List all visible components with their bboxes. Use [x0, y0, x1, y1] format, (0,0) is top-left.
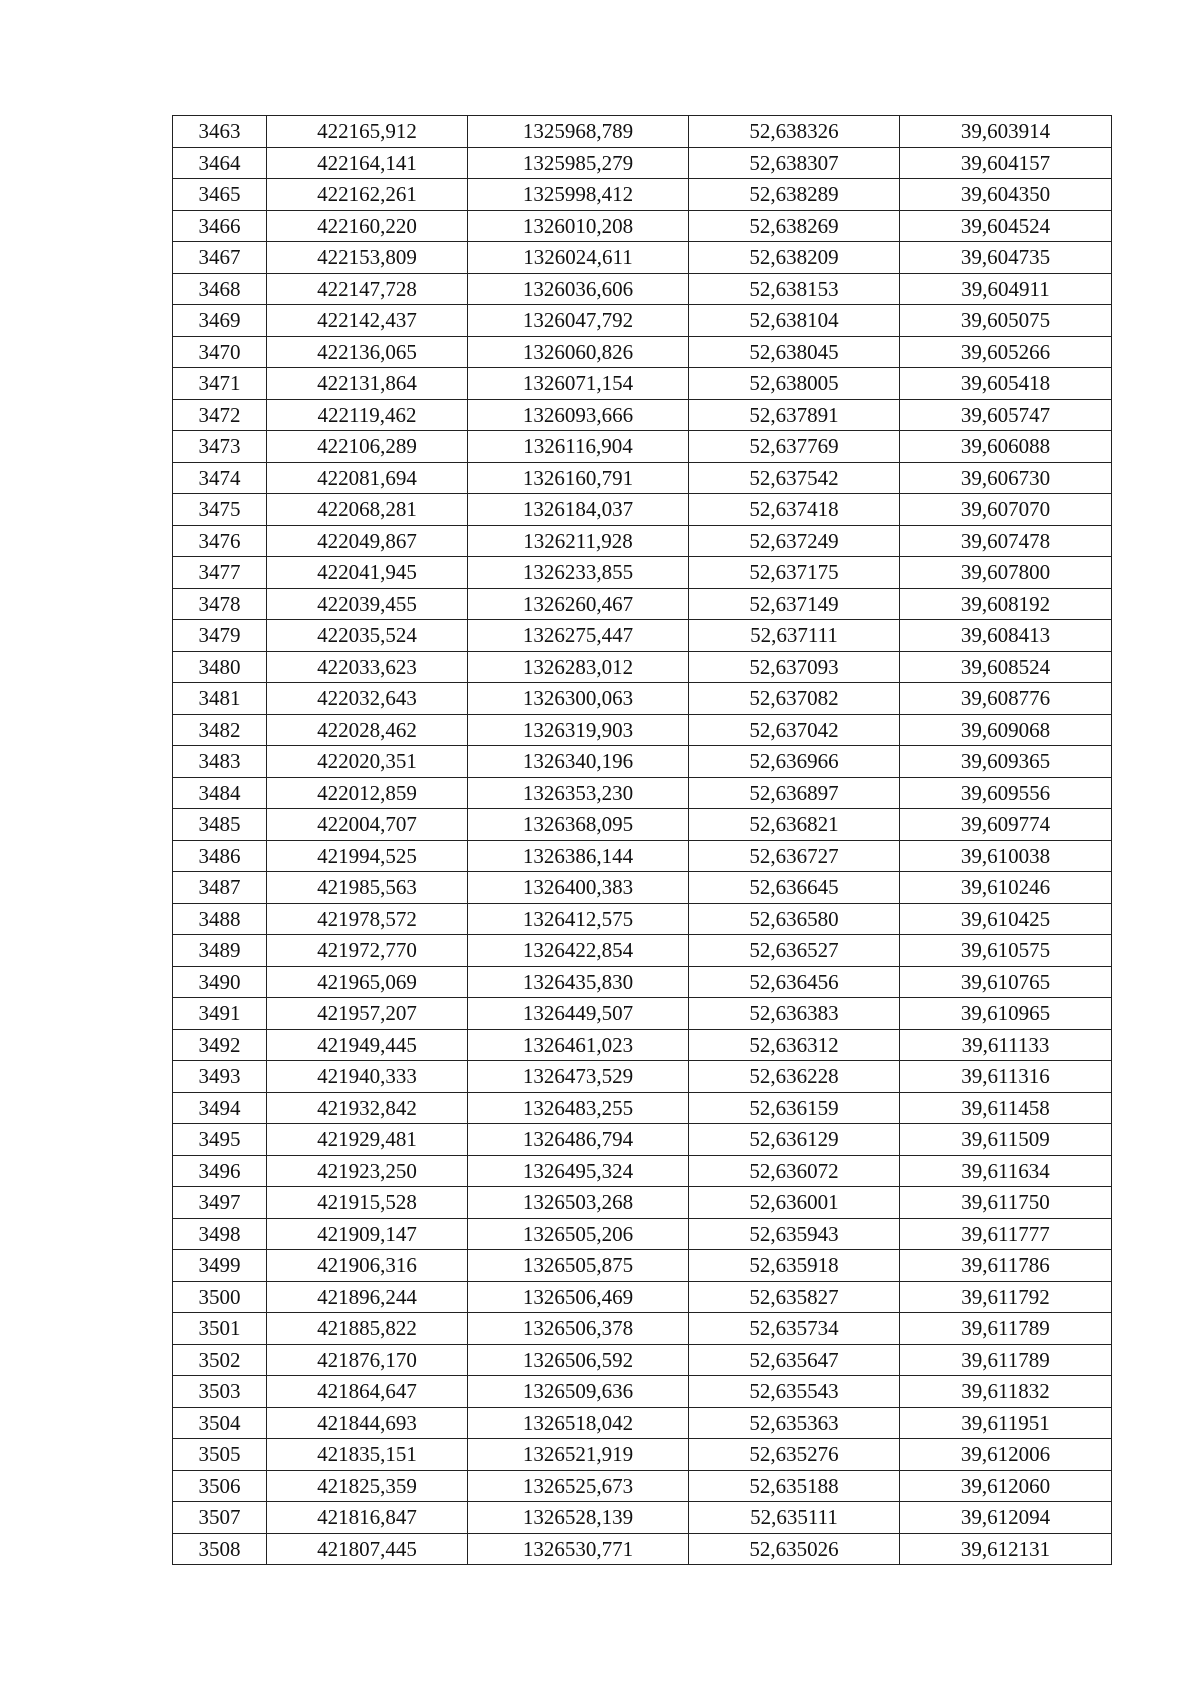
- latitude-cell: 52,638005: [689, 368, 900, 400]
- y-coordinate-cell: 1326047,792: [468, 305, 689, 337]
- point-number-cell: 3498: [173, 1218, 267, 1250]
- x-coordinate-cell: 422033,623: [267, 651, 468, 683]
- point-number-cell: 3485: [173, 809, 267, 841]
- longitude-cell: 39,605266: [900, 336, 1112, 368]
- longitude-cell: 39,603914: [900, 116, 1112, 148]
- y-coordinate-cell: 1326283,012: [468, 651, 689, 683]
- latitude-cell: 52,637249: [689, 525, 900, 557]
- x-coordinate-cell: 422081,694: [267, 462, 468, 494]
- y-coordinate-cell: 1326024,611: [468, 242, 689, 274]
- latitude-cell: 52,638209: [689, 242, 900, 274]
- x-coordinate-cell: 421909,147: [267, 1218, 468, 1250]
- y-coordinate-cell: 1326525,673: [468, 1470, 689, 1502]
- x-coordinate-cell: 421985,563: [267, 872, 468, 904]
- x-coordinate-cell: 421816,847: [267, 1502, 468, 1534]
- coordinates-table-body: [173, 116, 1112, 1565]
- point-number-cell: 3503: [173, 1376, 267, 1408]
- x-coordinate-cell: 421885,822: [267, 1313, 468, 1345]
- x-coordinate-cell: 421844,693: [267, 1407, 468, 1439]
- y-coordinate-cell: 1326486,794: [468, 1124, 689, 1156]
- longitude-cell: 39,604911: [900, 273, 1112, 305]
- table-row: [173, 305, 1112, 337]
- x-coordinate-cell: 421825,359: [267, 1470, 468, 1502]
- point-number-cell: 3471: [173, 368, 267, 400]
- latitude-cell: 52,636966: [689, 746, 900, 778]
- longitude-cell: 39,611634: [900, 1155, 1112, 1187]
- x-coordinate-cell: 421807,445: [267, 1533, 468, 1565]
- longitude-cell: 39,611509: [900, 1124, 1112, 1156]
- longitude-cell: 39,611777: [900, 1218, 1112, 1250]
- x-coordinate-cell: 422165,912: [267, 116, 468, 148]
- latitude-cell: 52,636456: [689, 966, 900, 998]
- latitude-cell: 52,636072: [689, 1155, 900, 1187]
- x-coordinate-cell: 421929,481: [267, 1124, 468, 1156]
- point-number-cell: 3464: [173, 147, 267, 179]
- table-row: [173, 1029, 1112, 1061]
- latitude-cell: 52,637042: [689, 714, 900, 746]
- x-coordinate-cell: 421965,069: [267, 966, 468, 998]
- y-coordinate-cell: 1325998,412: [468, 179, 689, 211]
- longitude-cell: 39,610425: [900, 903, 1112, 935]
- longitude-cell: 39,609556: [900, 777, 1112, 809]
- latitude-cell: 52,637769: [689, 431, 900, 463]
- x-coordinate-cell: 422119,462: [267, 399, 468, 431]
- table-row: [173, 242, 1112, 274]
- point-number-cell: 3476: [173, 525, 267, 557]
- point-number-cell: 3497: [173, 1187, 267, 1219]
- point-number-cell: 3505: [173, 1439, 267, 1471]
- point-number-cell: 3472: [173, 399, 267, 431]
- y-coordinate-cell: 1326422,854: [468, 935, 689, 967]
- longitude-cell: 39,609774: [900, 809, 1112, 841]
- point-number-cell: 3470: [173, 336, 267, 368]
- point-number-cell: 3473: [173, 431, 267, 463]
- coordinates-table: [172, 115, 1112, 1565]
- point-number-cell: 3475: [173, 494, 267, 526]
- y-coordinate-cell: 1326160,791: [468, 462, 689, 494]
- table-row: [173, 651, 1112, 683]
- longitude-cell: 39,611786: [900, 1250, 1112, 1282]
- point-number-cell: 3466: [173, 210, 267, 242]
- latitude-cell: 52,638269: [689, 210, 900, 242]
- latitude-cell: 52,635188: [689, 1470, 900, 1502]
- longitude-cell: 39,605418: [900, 368, 1112, 400]
- table-row: [173, 462, 1112, 494]
- x-coordinate-cell: 421932,842: [267, 1092, 468, 1124]
- table-row: [173, 588, 1112, 620]
- x-coordinate-cell: 421949,445: [267, 1029, 468, 1061]
- point-number-cell: 3506: [173, 1470, 267, 1502]
- point-number-cell: 3463: [173, 116, 267, 148]
- table-row: [173, 840, 1112, 872]
- table-row: [173, 903, 1112, 935]
- point-number-cell: 3499: [173, 1250, 267, 1282]
- y-coordinate-cell: 1326319,903: [468, 714, 689, 746]
- longitude-cell: 39,611316: [900, 1061, 1112, 1093]
- longitude-cell: 39,611792: [900, 1281, 1112, 1313]
- y-coordinate-cell: 1326275,447: [468, 620, 689, 652]
- latitude-cell: 52,636580: [689, 903, 900, 935]
- x-coordinate-cell: 421923,250: [267, 1155, 468, 1187]
- longitude-cell: 39,609068: [900, 714, 1112, 746]
- point-number-cell: 3478: [173, 588, 267, 620]
- table-row: [173, 714, 1112, 746]
- latitude-cell: 52,637542: [689, 462, 900, 494]
- y-coordinate-cell: 1326071,154: [468, 368, 689, 400]
- x-coordinate-cell: 422136,065: [267, 336, 468, 368]
- table-row: [173, 210, 1112, 242]
- point-number-cell: 3469: [173, 305, 267, 337]
- table-row: [173, 399, 1112, 431]
- x-coordinate-cell: 421978,572: [267, 903, 468, 935]
- y-coordinate-cell: 1326300,063: [468, 683, 689, 715]
- table-row: [173, 525, 1112, 557]
- point-number-cell: 3488: [173, 903, 267, 935]
- x-coordinate-cell: 422032,643: [267, 683, 468, 715]
- longitude-cell: 39,612094: [900, 1502, 1112, 1534]
- x-coordinate-cell: 422028,462: [267, 714, 468, 746]
- latitude-cell: 52,637093: [689, 651, 900, 683]
- longitude-cell: 39,610246: [900, 872, 1112, 904]
- table-row: [173, 1407, 1112, 1439]
- point-number-cell: 3482: [173, 714, 267, 746]
- table-row: [173, 179, 1112, 211]
- y-coordinate-cell: 1326353,230: [468, 777, 689, 809]
- y-coordinate-cell: 1326010,208: [468, 210, 689, 242]
- longitude-cell: 39,611133: [900, 1029, 1112, 1061]
- table-row: [173, 147, 1112, 179]
- y-coordinate-cell: 1326435,830: [468, 966, 689, 998]
- longitude-cell: 39,611750: [900, 1187, 1112, 1219]
- latitude-cell: 52,636821: [689, 809, 900, 841]
- point-number-cell: 3493: [173, 1061, 267, 1093]
- table-row: [173, 935, 1112, 967]
- longitude-cell: 39,604524: [900, 210, 1112, 242]
- x-coordinate-cell: 421957,207: [267, 998, 468, 1030]
- table-row: [173, 1470, 1112, 1502]
- y-coordinate-cell: 1326233,855: [468, 557, 689, 589]
- longitude-cell: 39,604735: [900, 242, 1112, 274]
- point-number-cell: 3491: [173, 998, 267, 1030]
- latitude-cell: 52,637175: [689, 557, 900, 589]
- point-number-cell: 3489: [173, 935, 267, 967]
- latitude-cell: 52,638104: [689, 305, 900, 337]
- table-row: [173, 1092, 1112, 1124]
- point-number-cell: 3484: [173, 777, 267, 809]
- y-coordinate-cell: 1326368,095: [468, 809, 689, 841]
- table-row: [173, 557, 1112, 589]
- longitude-cell: 39,604157: [900, 147, 1112, 179]
- y-coordinate-cell: 1326506,469: [468, 1281, 689, 1313]
- y-coordinate-cell: 1326505,875: [468, 1250, 689, 1282]
- latitude-cell: 52,635026: [689, 1533, 900, 1565]
- point-number-cell: 3502: [173, 1344, 267, 1376]
- table-row: [173, 1187, 1112, 1219]
- x-coordinate-cell: 421864,647: [267, 1376, 468, 1408]
- y-coordinate-cell: 1326211,928: [468, 525, 689, 557]
- table-row: [173, 1533, 1112, 1565]
- table-row: [173, 777, 1112, 809]
- latitude-cell: 52,638326: [689, 116, 900, 148]
- x-coordinate-cell: 421906,316: [267, 1250, 468, 1282]
- longitude-cell: 39,608776: [900, 683, 1112, 715]
- x-coordinate-cell: 422012,859: [267, 777, 468, 809]
- point-number-cell: 3465: [173, 179, 267, 211]
- point-number-cell: 3479: [173, 620, 267, 652]
- y-coordinate-cell: 1326473,529: [468, 1061, 689, 1093]
- point-number-cell: 3486: [173, 840, 267, 872]
- y-coordinate-cell: 1326483,255: [468, 1092, 689, 1124]
- latitude-cell: 52,635918: [689, 1250, 900, 1282]
- longitude-cell: 39,612060: [900, 1470, 1112, 1502]
- x-coordinate-cell: 421835,151: [267, 1439, 468, 1471]
- table-row: [173, 431, 1112, 463]
- x-coordinate-cell: 421876,170: [267, 1344, 468, 1376]
- longitude-cell: 39,607070: [900, 494, 1112, 526]
- longitude-cell: 39,610765: [900, 966, 1112, 998]
- y-coordinate-cell: 1326518,042: [468, 1407, 689, 1439]
- x-coordinate-cell: 422035,524: [267, 620, 468, 652]
- x-coordinate-cell: 422142,437: [267, 305, 468, 337]
- point-number-cell: 3487: [173, 872, 267, 904]
- table-row: [173, 620, 1112, 652]
- point-number-cell: 3467: [173, 242, 267, 274]
- y-coordinate-cell: 1326461,023: [468, 1029, 689, 1061]
- x-coordinate-cell: 421896,244: [267, 1281, 468, 1313]
- longitude-cell: 39,605747: [900, 399, 1112, 431]
- y-coordinate-cell: 1326412,575: [468, 903, 689, 935]
- point-number-cell: 3483: [173, 746, 267, 778]
- x-coordinate-cell: 422162,261: [267, 179, 468, 211]
- longitude-cell: 39,611832: [900, 1376, 1112, 1408]
- point-number-cell: 3501: [173, 1313, 267, 1345]
- x-coordinate-cell: 422131,864: [267, 368, 468, 400]
- latitude-cell: 52,636727: [689, 840, 900, 872]
- table-row: [173, 683, 1112, 715]
- point-number-cell: 3481: [173, 683, 267, 715]
- table-row: [173, 1124, 1112, 1156]
- longitude-cell: 39,607800: [900, 557, 1112, 589]
- latitude-cell: 52,635734: [689, 1313, 900, 1345]
- table-row: [173, 1502, 1112, 1534]
- point-number-cell: 3480: [173, 651, 267, 683]
- y-coordinate-cell: 1326260,467: [468, 588, 689, 620]
- longitude-cell: 39,612006: [900, 1439, 1112, 1471]
- longitude-cell: 39,608192: [900, 588, 1112, 620]
- x-coordinate-cell: 422020,351: [267, 746, 468, 778]
- y-coordinate-cell: 1325968,789: [468, 116, 689, 148]
- longitude-cell: 39,612131: [900, 1533, 1112, 1565]
- x-coordinate-cell: 422041,945: [267, 557, 468, 589]
- longitude-cell: 39,611458: [900, 1092, 1112, 1124]
- x-coordinate-cell: 422164,141: [267, 147, 468, 179]
- table-row: [173, 273, 1112, 305]
- point-number-cell: 3477: [173, 557, 267, 589]
- y-coordinate-cell: 1326400,383: [468, 872, 689, 904]
- x-coordinate-cell: 422153,809: [267, 242, 468, 274]
- point-number-cell: 3507: [173, 1502, 267, 1534]
- latitude-cell: 52,636312: [689, 1029, 900, 1061]
- y-coordinate-cell: 1326506,592: [468, 1344, 689, 1376]
- latitude-cell: 52,635543: [689, 1376, 900, 1408]
- x-coordinate-cell: 421972,770: [267, 935, 468, 967]
- y-coordinate-cell: 1326060,826: [468, 336, 689, 368]
- point-number-cell: 3508: [173, 1533, 267, 1565]
- longitude-cell: 39,608413: [900, 620, 1112, 652]
- table-row: [173, 809, 1112, 841]
- latitude-cell: 52,635111: [689, 1502, 900, 1534]
- x-coordinate-cell: 421940,333: [267, 1061, 468, 1093]
- latitude-cell: 52,636159: [689, 1092, 900, 1124]
- latitude-cell: 52,638045: [689, 336, 900, 368]
- point-number-cell: 3500: [173, 1281, 267, 1313]
- y-coordinate-cell: 1326503,268: [468, 1187, 689, 1219]
- latitude-cell: 52,636228: [689, 1061, 900, 1093]
- x-coordinate-cell: 422106,289: [267, 431, 468, 463]
- longitude-cell: 39,604350: [900, 179, 1112, 211]
- longitude-cell: 39,610575: [900, 935, 1112, 967]
- latitude-cell: 52,637082: [689, 683, 900, 715]
- table-row: [173, 368, 1112, 400]
- latitude-cell: 52,637891: [689, 399, 900, 431]
- table-row: [173, 1250, 1112, 1282]
- longitude-cell: 39,605075: [900, 305, 1112, 337]
- table-row: [173, 872, 1112, 904]
- latitude-cell: 52,635276: [689, 1439, 900, 1471]
- point-number-cell: 3496: [173, 1155, 267, 1187]
- latitude-cell: 52,635363: [689, 1407, 900, 1439]
- table-row: [173, 746, 1112, 778]
- latitude-cell: 52,637111: [689, 620, 900, 652]
- point-number-cell: 3494: [173, 1092, 267, 1124]
- longitude-cell: 39,606088: [900, 431, 1112, 463]
- latitude-cell: 52,636001: [689, 1187, 900, 1219]
- table-row: [173, 494, 1112, 526]
- y-coordinate-cell: 1326509,636: [468, 1376, 689, 1408]
- table-row: [173, 1281, 1112, 1313]
- latitude-cell: 52,638307: [689, 147, 900, 179]
- y-coordinate-cell: 1326340,196: [468, 746, 689, 778]
- point-number-cell: 3495: [173, 1124, 267, 1156]
- longitude-cell: 39,608524: [900, 651, 1112, 683]
- table-row: [173, 1344, 1112, 1376]
- point-number-cell: 3492: [173, 1029, 267, 1061]
- y-coordinate-cell: 1326521,919: [468, 1439, 689, 1471]
- latitude-cell: 52,635827: [689, 1281, 900, 1313]
- y-coordinate-cell: 1326093,666: [468, 399, 689, 431]
- x-coordinate-cell: 421994,525: [267, 840, 468, 872]
- point-number-cell: 3474: [173, 462, 267, 494]
- x-coordinate-cell: 422049,867: [267, 525, 468, 557]
- latitude-cell: 52,635647: [689, 1344, 900, 1376]
- x-coordinate-cell: 422068,281: [267, 494, 468, 526]
- point-number-cell: 3504: [173, 1407, 267, 1439]
- latitude-cell: 52,636383: [689, 998, 900, 1030]
- point-number-cell: 3490: [173, 966, 267, 998]
- x-coordinate-cell: 422039,455: [267, 588, 468, 620]
- latitude-cell: 52,636129: [689, 1124, 900, 1156]
- table-row: [173, 1061, 1112, 1093]
- latitude-cell: 52,636645: [689, 872, 900, 904]
- y-coordinate-cell: 1326449,507: [468, 998, 689, 1030]
- table-row: [173, 966, 1112, 998]
- x-coordinate-cell: 421915,528: [267, 1187, 468, 1219]
- table-row: [173, 1439, 1112, 1471]
- x-coordinate-cell: 422160,220: [267, 210, 468, 242]
- longitude-cell: 39,611789: [900, 1313, 1112, 1345]
- y-coordinate-cell: 1326528,139: [468, 1502, 689, 1534]
- longitude-cell: 39,611789: [900, 1344, 1112, 1376]
- y-coordinate-cell: 1326184,037: [468, 494, 689, 526]
- longitude-cell: 39,611951: [900, 1407, 1112, 1439]
- latitude-cell: 52,637418: [689, 494, 900, 526]
- latitude-cell: 52,636897: [689, 777, 900, 809]
- table-row: [173, 1313, 1112, 1345]
- table-row: [173, 1155, 1112, 1187]
- point-number-cell: 3468: [173, 273, 267, 305]
- longitude-cell: 39,607478: [900, 525, 1112, 557]
- x-coordinate-cell: 422004,707: [267, 809, 468, 841]
- x-coordinate-cell: 422147,728: [267, 273, 468, 305]
- y-coordinate-cell: 1326386,144: [468, 840, 689, 872]
- y-coordinate-cell: 1326495,324: [468, 1155, 689, 1187]
- y-coordinate-cell: 1326036,606: [468, 273, 689, 305]
- table-row: [173, 336, 1112, 368]
- latitude-cell: 52,636527: [689, 935, 900, 967]
- longitude-cell: 39,610038: [900, 840, 1112, 872]
- y-coordinate-cell: 1325985,279: [468, 147, 689, 179]
- y-coordinate-cell: 1326116,904: [468, 431, 689, 463]
- table-row: [173, 1376, 1112, 1408]
- latitude-cell: 52,635943: [689, 1218, 900, 1250]
- latitude-cell: 52,638153: [689, 273, 900, 305]
- latitude-cell: 52,638289: [689, 179, 900, 211]
- y-coordinate-cell: 1326530,771: [468, 1533, 689, 1565]
- longitude-cell: 39,609365: [900, 746, 1112, 778]
- longitude-cell: 39,610965: [900, 998, 1112, 1030]
- longitude-cell: 39,606730: [900, 462, 1112, 494]
- y-coordinate-cell: 1326506,378: [468, 1313, 689, 1345]
- latitude-cell: 52,637149: [689, 588, 900, 620]
- table-row: [173, 998, 1112, 1030]
- y-coordinate-cell: 1326505,206: [468, 1218, 689, 1250]
- table-row: [173, 116, 1112, 148]
- table-row: [173, 1218, 1112, 1250]
